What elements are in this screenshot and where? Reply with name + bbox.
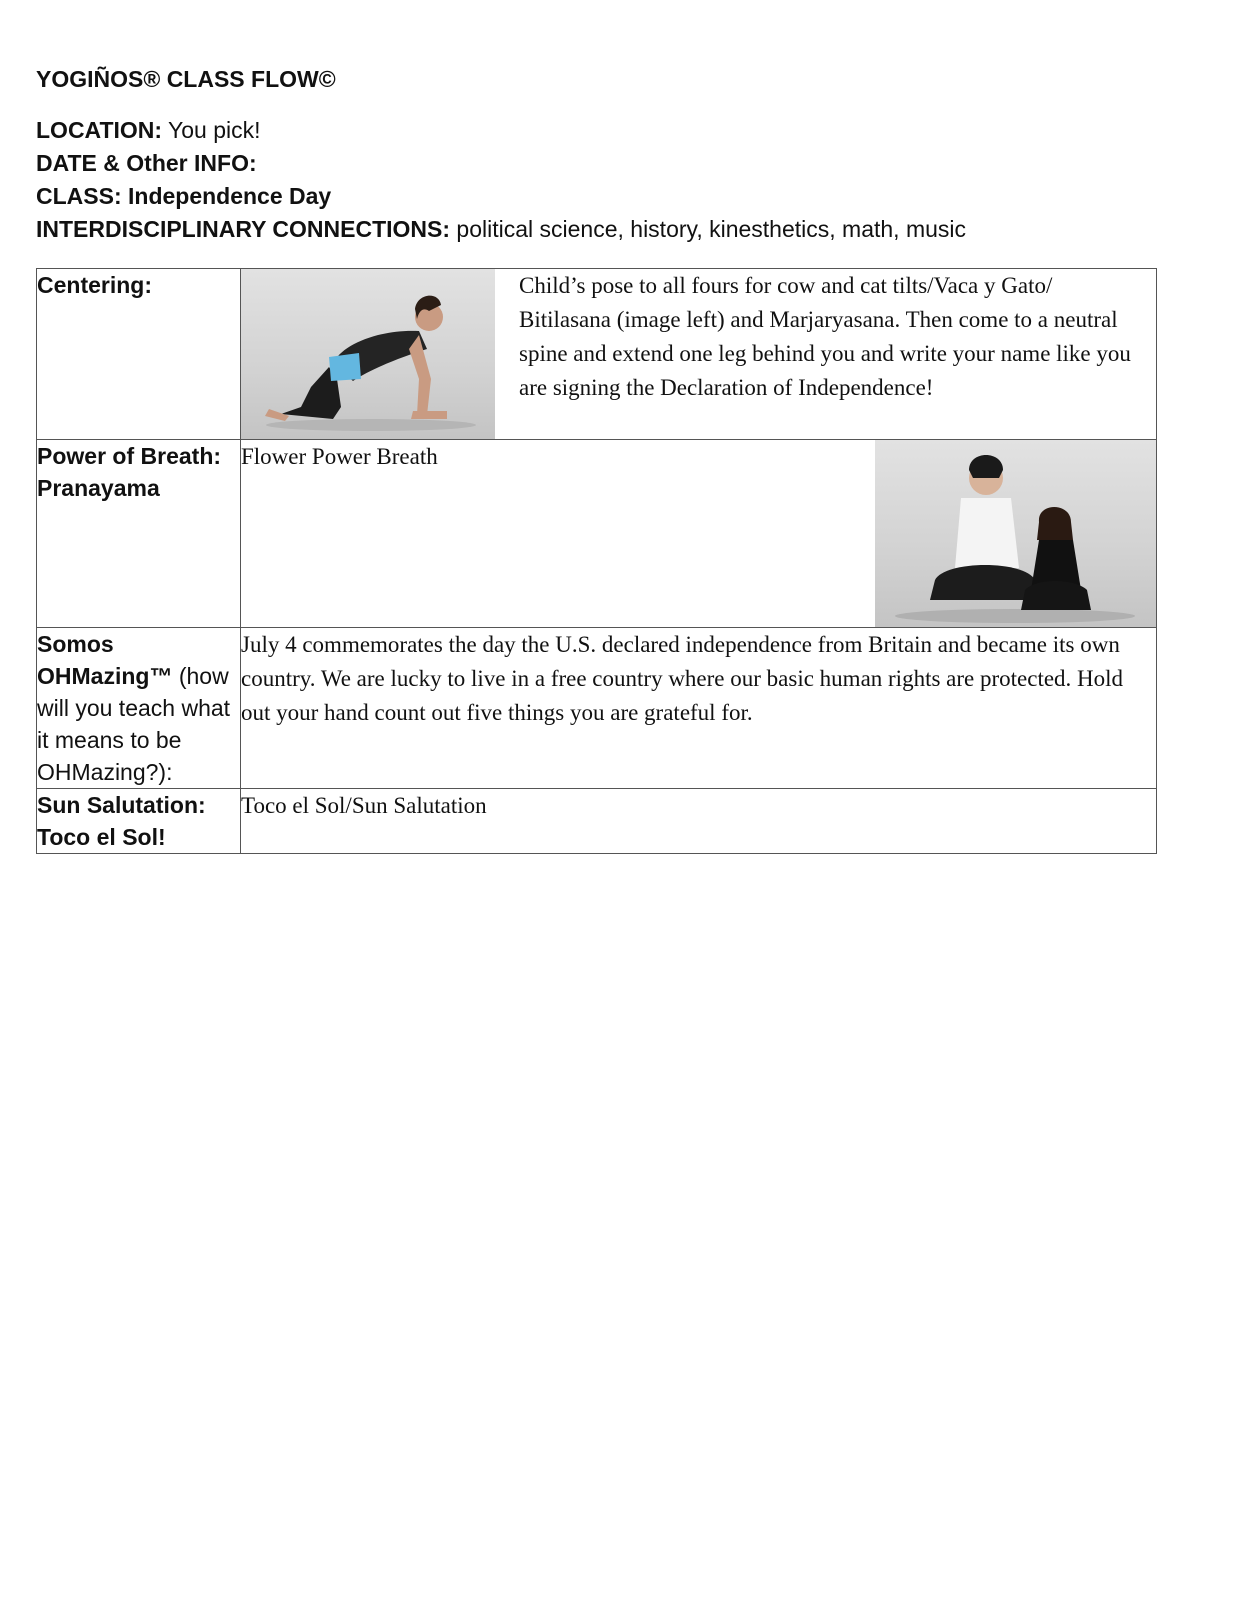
breath-description: Flower Power Breath [241,444,438,469]
table-row-centering [37,269,1157,440]
somos-description: July 4 commemorates the day the U.S. declared independence from Britain and became its own country. We are lucky to live in a free country where our basic human rights are protected. Hold out your hand count out five things you are grateful for. [241,632,1124,725]
centering-label-cell [37,269,241,440]
somos-label-bold: Somos OHMazing™ [37,631,173,689]
breath-label: Power of Breath: Pranayama [37,443,222,501]
centering-label: Centering: [37,272,152,298]
location-label: LOCATION: [36,117,163,143]
date-label: DATE & Other INFO: [36,150,257,176]
cat-cow-pose-photo [241,269,495,439]
location-value: You pick! [162,117,261,143]
sun-description: Toco el Sol/Sun Salutation [241,793,487,818]
document-header [36,62,1196,246]
location-line [36,114,1196,147]
sun-content-cell [241,789,1157,854]
flower-breath-illustration [875,440,1156,627]
somos-label-rest: (how will you teach what it means to be OHMazing?): [37,663,231,785]
cat-cow-pose-illustration [241,269,495,439]
somos-content-cell [241,628,1157,789]
flower-breath-photo [875,440,1156,627]
class-flow-table [36,268,1157,854]
breath-content-cell [241,440,1157,628]
centering-content-cell [241,269,1157,440]
connections-label: INTERDISCIPLINARY CONNECTIONS: [36,216,451,242]
class-line [36,180,1196,213]
breath-label-cell [37,440,241,628]
table-row-somos [37,628,1157,789]
connections-line [36,213,1196,246]
document-title: YOGIÑOS® CLASS FLOW© [36,66,336,92]
sun-label: Sun Salutation: Toco el Sol! [37,792,206,850]
sun-label-cell [37,789,241,854]
date-line [36,147,1196,180]
somos-label-cell [37,628,241,789]
connections-value: political science, history, kinesthetics, math, music [450,216,967,242]
table-row-breath [37,440,1157,628]
centering-description: Child’s pose to all fours for cow and cat tilts/Vaca y Gato/ Bitilasana (image left) and Marjaryasana. Then come to a neutral spine and extend one leg behind you and write your name like you are signing the Declaration of Independence! [519,273,1131,400]
table-row-sun [37,789,1157,854]
class-label: CLASS: Independence Day [36,183,332,209]
